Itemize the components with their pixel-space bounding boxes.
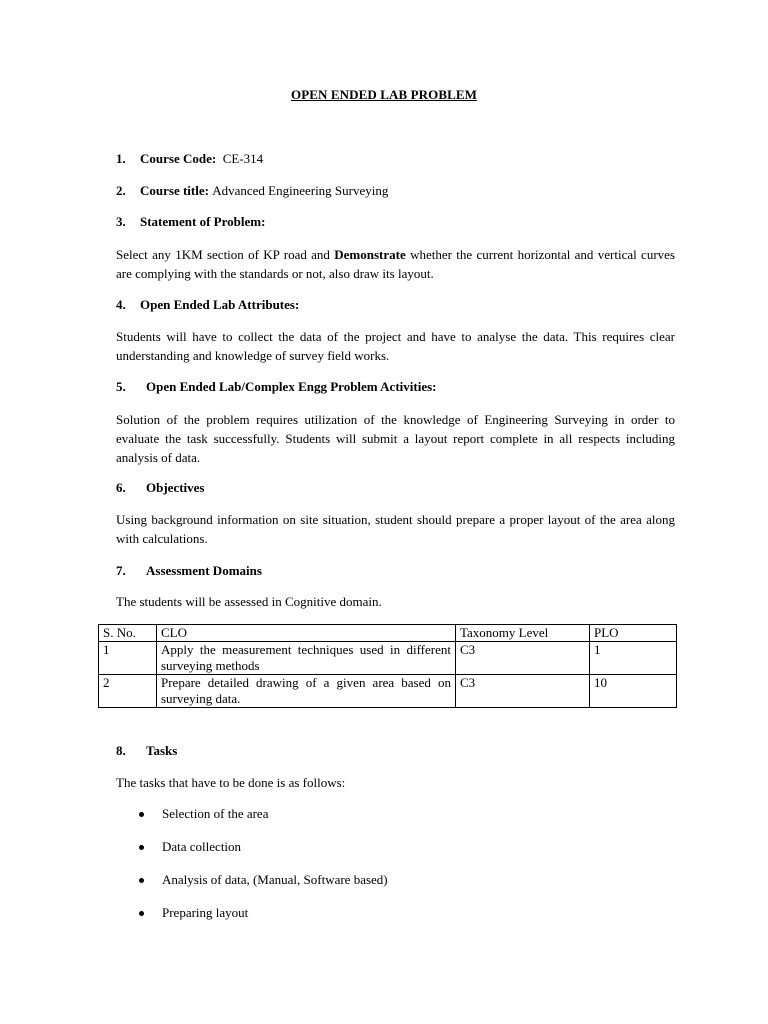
section-number: 8.	[116, 743, 126, 758]
table-row	[99, 642, 677, 675]
activities-label: Open Ended Lab/Complex Engg Problem Activities:	[146, 379, 437, 394]
section-number: 1.	[116, 151, 126, 166]
section-number: 3.	[116, 214, 126, 229]
statement-heading	[116, 213, 676, 231]
table-cell: 10	[590, 675, 677, 708]
table-cell: C3	[456, 675, 590, 708]
objectives-label: Objectives	[146, 480, 205, 495]
statement-paragraph	[116, 245, 675, 283]
list-item-text: Analysis of data, (Manual, Software based)	[162, 872, 388, 887]
statement-text-pre: Select any 1KM section of KP road and	[116, 247, 335, 262]
table-header-cell: Taxonomy Level	[456, 625, 590, 642]
table-cell: 1	[99, 642, 157, 675]
section-number: 5.	[116, 379, 126, 394]
objectives-paragraph: Using background information on site situation, student should prepare a proper layout of the area along with calculations.	[116, 512, 675, 546]
tasks-heading	[116, 742, 676, 760]
tasks-label: Tasks	[146, 743, 178, 758]
table-cell: 1	[590, 642, 677, 675]
course-title-value: Advanced Engineering Surveying	[212, 183, 389, 198]
statement-label: Statement of Problem:	[140, 214, 266, 229]
document-title: OPEN ENDED LAB PROBLEM	[290, 87, 478, 102]
activities-heading	[116, 378, 676, 396]
list-item-text: Preparing layout	[162, 905, 249, 920]
bullet-icon	[139, 911, 144, 916]
table-row	[99, 675, 677, 708]
statement-text-post: whether the current horizontal and vertical curves are complying with the standards or not, also draw its layout.	[116, 247, 675, 281]
tasks-paragraph: The tasks that have to be done is as follows:	[116, 775, 346, 790]
section-number: 6.	[116, 480, 126, 495]
table-cell: Apply the measurement techniques used in different surveying methods	[157, 642, 456, 675]
bullet-icon	[139, 812, 144, 817]
course-code-line	[116, 150, 676, 168]
table-header-cell: S. No.	[99, 625, 157, 642]
section-number: 4.	[116, 297, 126, 312]
table-cell: Prepare detailed drawing of a given area based on surveying data.	[157, 675, 456, 708]
course-code-label: Course Code:	[140, 151, 217, 166]
table-cell: 2	[99, 675, 157, 708]
course-title-label: Course title:	[140, 183, 209, 198]
list-item-text: Selection of the area	[162, 806, 269, 821]
table-cell: C3	[456, 642, 590, 675]
list-item-text: Data collection	[162, 839, 242, 854]
assessment-paragraph: The students will be assessed in Cognitive domain.	[116, 594, 382, 609]
objectives-heading	[116, 479, 676, 497]
attributes-label: Open Ended Lab Attributes:	[140, 297, 300, 312]
bullet-icon	[139, 878, 144, 883]
bullet-icon	[139, 845, 144, 850]
section-number: 2.	[116, 183, 126, 198]
table-header-cell: CLO	[157, 625, 456, 642]
clo-table	[98, 624, 677, 708]
section-number: 7.	[116, 563, 126, 578]
attributes-heading	[116, 296, 676, 314]
table-header-cell: PLO	[590, 625, 677, 642]
assessment-label: Assessment Domains	[146, 563, 262, 578]
attributes-paragraph: Students will have to collect the data of the project and have to analyse the data. This requires clear understanding and knowledge of survey field works.	[116, 329, 675, 363]
course-title-line	[116, 182, 676, 200]
course-code-value: CE-314	[222, 151, 264, 166]
statement-text-bold: Demonstrate	[334, 247, 406, 262]
assessment-heading	[116, 562, 676, 580]
activities-paragraph: Solution of the problem requires utilization of the knowledge of Engineering Surveying in order to evaluate the task successfully. Students will submit a layout report complete in all respects including analysis of data.	[116, 412, 675, 465]
table-header-row	[99, 625, 677, 642]
